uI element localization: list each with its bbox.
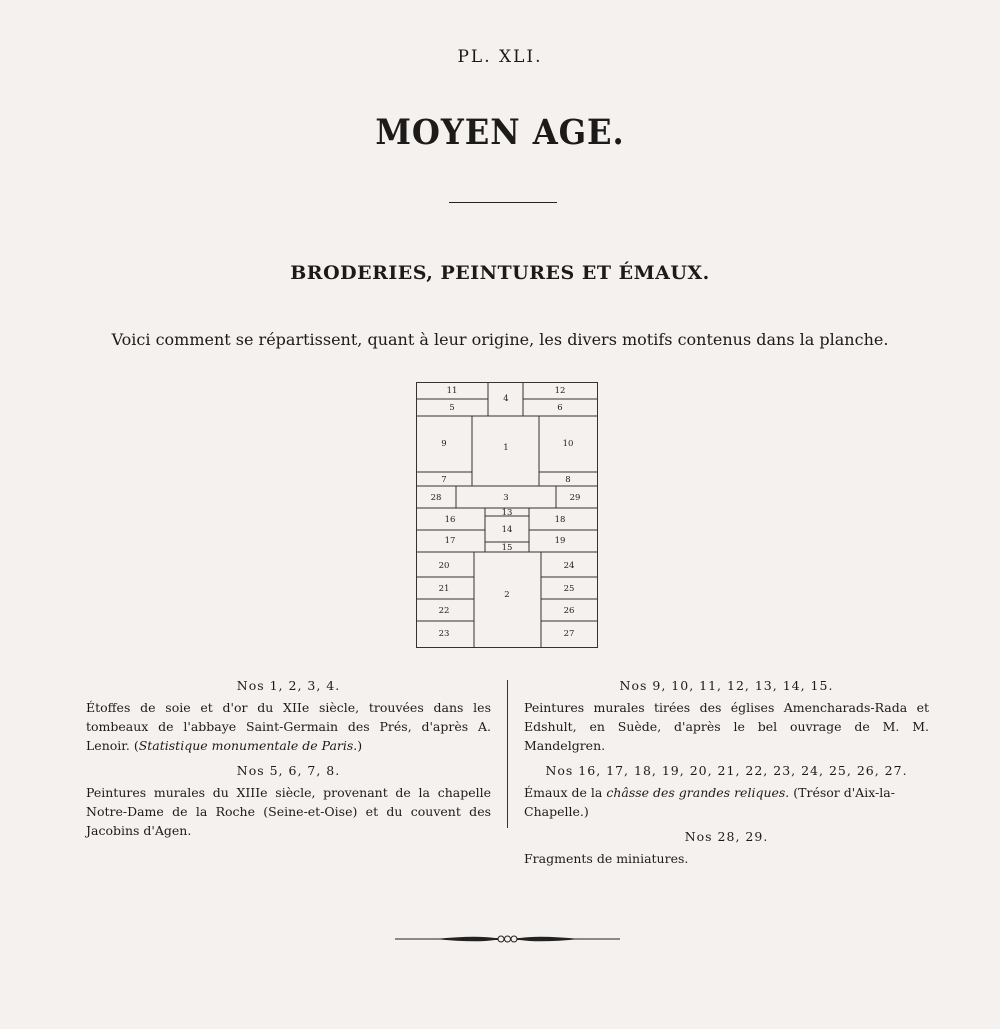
plan-cell-19: 19 [554,536,566,546]
plan-cell-21: 21 [438,584,450,594]
legend-group-header: Nos 16, 17, 18, 19, 20, 21, 22, 23, 24, 25, 26, 27. [545,763,908,778]
section-title: BRODERIES, PEINTURES ET ÉMAUX. [290,262,710,284]
plate-layout-diagram [416,382,598,648]
intro-text: Voici comment se répartissent, quant à leur origine, les divers motifs contenus dans la planche. [111,330,889,349]
column-divider [507,680,508,828]
legend-text-italic: châsse des grandes reliques. [606,785,790,800]
legend-text-part: Émaux de la [524,785,607,800]
legend-group-header: Nos 28, 29. [684,829,769,844]
plan-cell-28: 28 [430,493,442,503]
plan-cell-26: 26 [563,606,575,616]
plan-cell-9: 9 [441,439,447,449]
plan-cell-10: 10 [562,439,574,449]
plan-cell-3: 3 [503,493,509,503]
plan-cell-7: 7 [441,475,447,485]
plan-cell-11: 11 [446,386,458,396]
plan-cell-2: 2 [504,590,510,600]
legend-text-part: (Trésor d'Aix-la-Chapelle.) [524,785,895,819]
plan-cell-12: 12 [554,386,566,396]
legend-group-text [86,698,491,755]
legend-group-text [524,783,929,821]
plan-cell-23: 23 [438,629,450,639]
legend-text-italic: Statistique monumentale de Paris. [138,738,358,753]
plan-cell-14: 14 [501,525,513,535]
page-title: MOYEN AGE. [375,112,625,153]
legend-group-header: Nos 9, 10, 11, 12, 13, 14, 15. [619,678,834,693]
plan-cell-29: 29 [569,493,581,503]
plan-cell-24: 24 [563,561,575,571]
plan-cell-16: 16 [444,515,456,525]
legend-group-header: Nos 5, 6, 7, 8. [236,763,341,778]
legend-group-text: Fragments de miniatures. [524,851,689,866]
plate-number: PL. XLI. [457,47,543,67]
plan-cell-17: 17 [444,536,456,546]
plan-cell-8: 8 [565,475,571,485]
plan-cell-18: 18 [554,515,566,525]
legend-left-column [86,676,491,846]
ornament-divider-icon [395,930,620,948]
plan-cell-13: 13 [501,508,513,518]
plan-cell-22: 22 [438,606,450,616]
legend-group-text: Peintures murales tirées des églises Amencharads-Rada et Edshult, en Suède, d'après le bel ouvrage de M. M. Mandelgren. [524,700,929,753]
plan-cell-20: 20 [438,561,450,571]
plan-cell-4: 4 [503,394,509,404]
plan-cell-15: 15 [501,543,513,553]
plan-cell-6: 6 [557,403,563,413]
legend-text-part: Étoffes de soie et d'or du XIIe siècle, trouvées dans les tombeaux de l'abbaye Saint-Germain des Prés, d'après A. Lenoir. ( [86,700,491,753]
legend-text-part: ) [357,738,363,753]
plan-cell-5: 5 [449,403,455,413]
plan-cell-27: 27 [563,629,575,639]
legend-group-header: Nos 1, 2, 3, 4. [236,678,341,693]
plan-cell-1: 1 [503,443,509,453]
legend-group-text: Peintures murales du XIIIe siècle, provenant de la chapelle Notre-Dame de la Roche (Seine-et-Oise) et du couvent des Jacobins d'Agen. [86,785,491,838]
legend-right-column [524,676,929,874]
plan-cell-25: 25 [563,584,575,594]
title-divider [449,202,557,203]
plate-layout-svg [416,382,598,648]
